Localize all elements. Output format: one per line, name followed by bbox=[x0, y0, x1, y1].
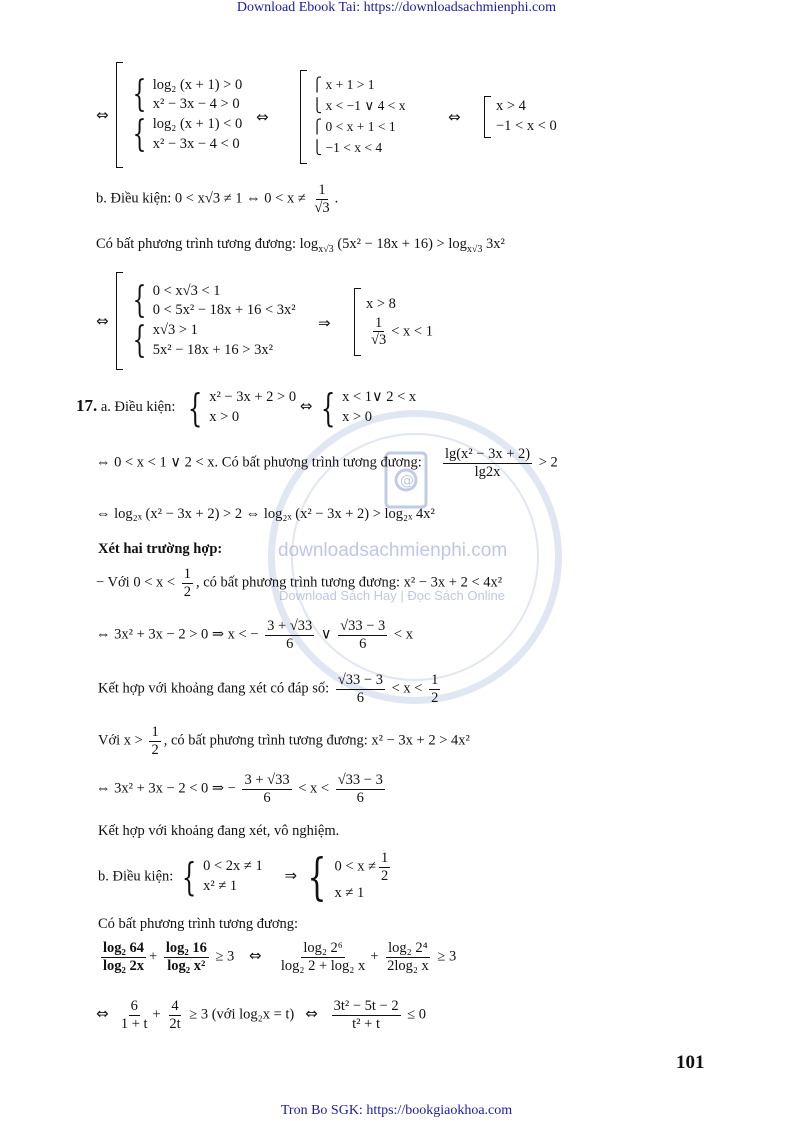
footer-sgk-link[interactable]: Tron Bo SGK: https://bookgiaokhoa.com bbox=[280, 1103, 513, 1118]
equivalent-heading: Có bất phương trình tương đương: bbox=[98, 916, 299, 932]
part-b-17-condition: b. Điều kiện: { 0 < 2x ≠ 1 x² ≠ 1 ⇒ { 0 < x ≠ $\frac{1}{2}$ x ≠ 1 bbox=[98, 847, 389, 906]
fraction-equation-2: ⇔ $\frac{6}{1 + t}$ + $\frac{4}{2t}$ ≥ 3 (với log₂x = t) ⇔ $\frac{\text{3t² − 5t − 2}}{\text{t² + t}}$ ≤ 0 bbox=[96, 998, 427, 1032]
part-b-condition: b. Điều kiện: 0 < x√3 ≠ 1 ⇔ 0 < x ≠ $\frac{1}{√3}$ . bbox=[96, 182, 339, 216]
arrow-2: ⇔ bbox=[448, 108, 461, 126]
page-number: 101 bbox=[676, 1052, 705, 1073]
arrow-1: ⇔ bbox=[256, 108, 269, 126]
part-b-result: x > 8 $\frac{1}{√3}$ < x < 1 bbox=[354, 288, 433, 356]
problem-17-line2: ⇔ 0 < x < 1 ∨ 2 < x. Có bất phương trình tương đương: $\frac{\text{lg(x² − 3x + 2)}}{\lg 2x}$ > 2 bbox=[96, 446, 558, 480]
system-block-2: ⎧ x + 1 > 1 ⎩ x < −1 ∨ 4 < x ⎧ 0 < x + 1 < 1 ⎩ −1 < x < 4 bbox=[300, 70, 405, 164]
header-download-link[interactable]: Download Ebook Tai: https://downloadsachmienphi.com bbox=[236, 0, 557, 15]
watermark-site: downloadsachmienphi.com bbox=[278, 540, 508, 561]
equivalence-block-1: ⇔ { log₂ (x + 1) > 0 x² − 3x − 4 > 0 { log₂ (x + 1) < 0 x² − 3x − 4 < 0 bbox=[96, 62, 242, 168]
system-block-3: x > 4 −1 < x < 0 bbox=[484, 96, 557, 138]
problem-17-line3: ⇔ log₂ₓ (x² − 3x + 2) > 2 ⇔ log₂ₓ (x² − 3x + 2) > log₂ₓ 4x² bbox=[96, 506, 435, 522]
part-b-equivalent: Có bất phương trình tương đương: $\log_{x√3} (5x^2 - 18x + 16) > \log_{x√3} 3x^2$ bbox=[96, 236, 505, 255]
implies-arrow: ⇒ bbox=[318, 314, 331, 332]
part-b-system: ⇔ { 0 < x√3 < 1 0 < 5x² − 18x + 16 < 3x² { x√3 > 1 5x² − 18x + 16 > 3x² bbox=[96, 272, 296, 370]
combine-1: Kết hợp với khoảng đang xét có đáp số: $\frac{√33 - 3}{6}$ < x < $\frac{1}{2}$ bbox=[98, 672, 439, 706]
fraction-equation-1: $\frac{\text{log₂ 64}}{\text{log₂ 2x}}$ + $\frac{\text{log₂ 16}}{\text{log₂ x²}}$ ≥ 3 ⇔ $\frac{\text{log₂ 2⁶}}{\text{log₂ 2 + log₂ x}}$ + $\frac{\text{log₂ 2⁴}}{\text{2log₂ x}}$ ≥ 3 bbox=[103, 940, 457, 974]
case-2: Với x > $\frac{1}{2}$ , có bất phương trình tương đương: x² − 3x + 2 > 4x² bbox=[98, 724, 470, 758]
case-1-solution: ⇔ 3x² + 3x − 2 > 0 ⇒ x < − $\frac{3 + √33}{6}$ ∨ $\frac{√33 - 3}{6}$ < x bbox=[96, 618, 413, 652]
case-2-solution: ⇔ 3x² + 3x − 2 < 0 ⇒ − $\frac{3 + √33}{6}$ < x < $\frac{√33 - 3}{6}$ bbox=[96, 772, 383, 806]
case-1: − Với 0 < x < $\frac{1}{2}$ , có bất phương trình tương đương: x² − 3x + 2 < 4x² bbox=[96, 566, 503, 600]
combine-2: Kết hợp với khoảng đang xét, vô nghiệm. bbox=[98, 823, 340, 839]
svg-text:@: @ bbox=[400, 473, 414, 489]
watermark-tagline: Download Sách Hay | Đọc Sách Online bbox=[279, 588, 505, 603]
problem-17-condition: 17. a. Điều kiện: { x² − 3x + 2 > 0 x > 0 ⇔ { x < 1∨ 2 < x x > 0 bbox=[76, 385, 417, 430]
cases-heading: Xét hai trường hợp: bbox=[98, 541, 223, 557]
